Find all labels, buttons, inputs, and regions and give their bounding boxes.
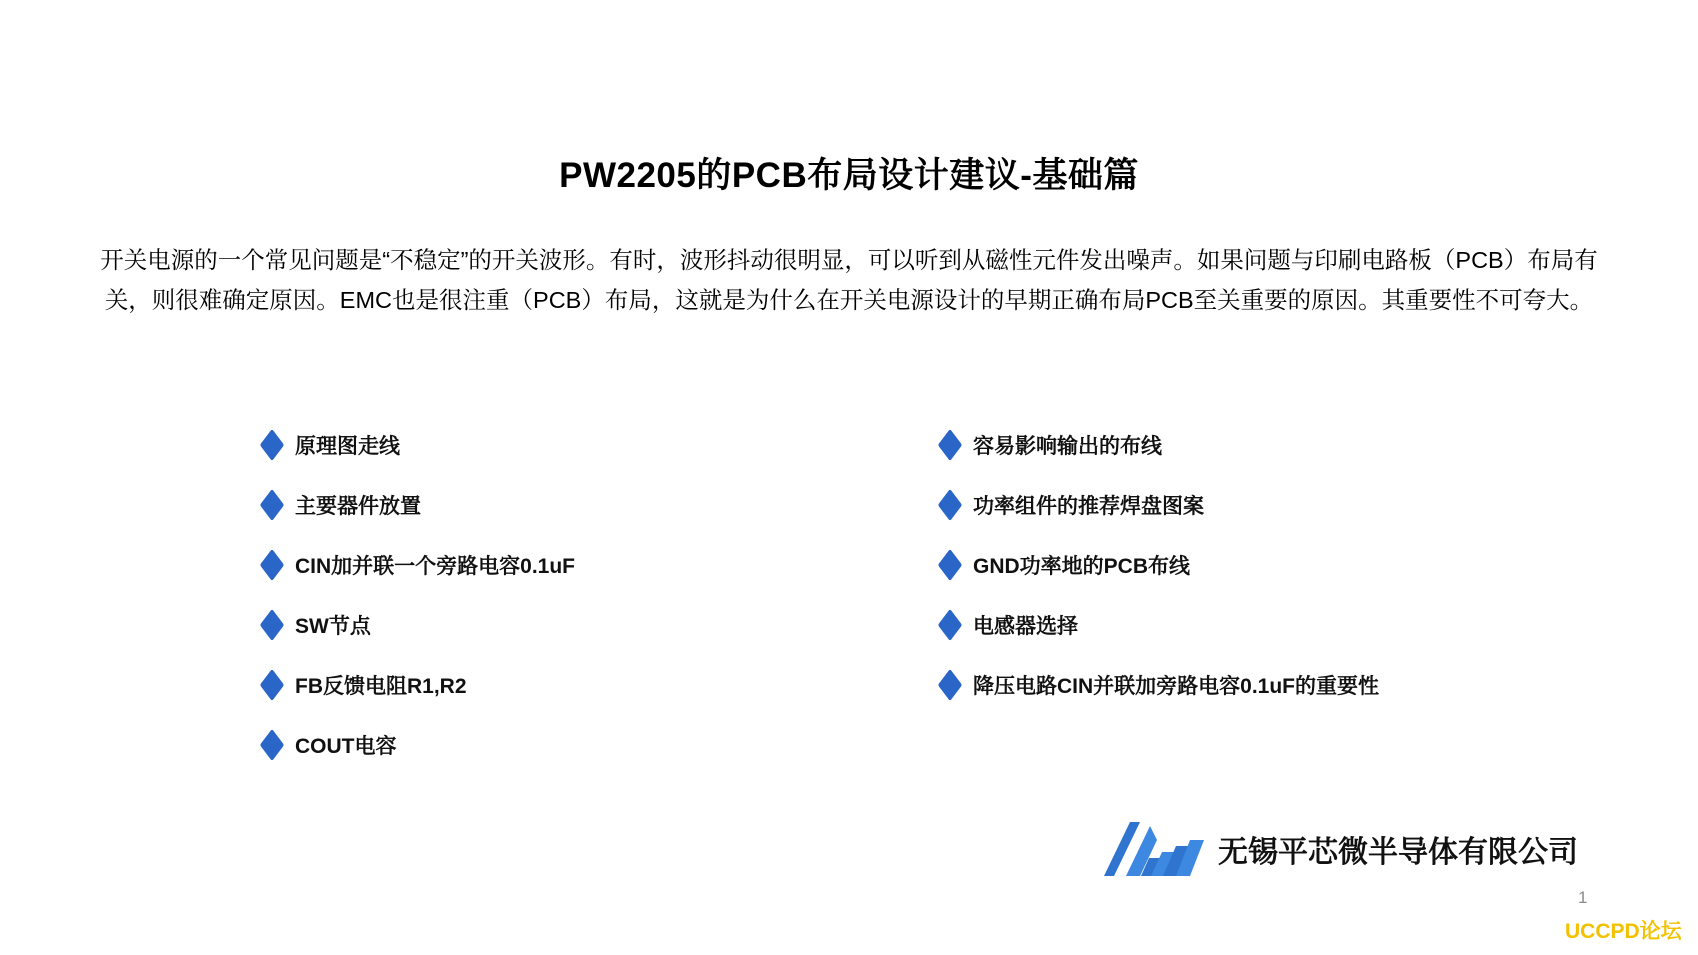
list-item[interactable] [262,715,882,775]
diamond-bullet-icon [938,609,962,641]
diamond-bullet-icon [938,429,962,461]
list-item-label: SW节点 [295,615,371,638]
list-item-label: 主要器件放置 [295,495,421,518]
list-item-label: 功率组件的推荐焊盘图案 [973,495,1204,518]
list-item-label: FB反馈电阻R1,R2 [295,675,467,698]
intro-paragraph: 开关电源的一个常见问题是“不稳定”的开关波形。有时，波形抖动很明显，可以听到从磁性元件发出噪声。如果问题与印刷电路板（PCB）布局有关，则很难确定原因。EMC也是很注重（PCB）布局，这就是为什么在开关电源设计的早期正确布局PCB至关重要的原因。其重要性不可夸大。 [100,247,1598,313]
diamond-bullet-icon [260,429,284,461]
company-name: 无锡平芯微半导体有限公司 [1218,836,1578,869]
watermark-text: UCCPD论坛 [1565,920,1682,943]
diamond-bullet-icon [938,489,962,521]
list-item[interactable] [262,415,882,475]
list-item[interactable] [940,655,1580,715]
bullet-columns [0,415,1698,758]
page-title: PW2205的PCB布局设计建议-基础篇 [559,156,1139,195]
list-item[interactable] [262,475,882,535]
list-item[interactable] [940,475,1580,535]
diamond-bullet-icon [938,549,962,581]
list-item-label: 降压电路CIN并联加旁路电容0.1uF的重要性 [973,675,1380,698]
bullet-column-left [262,415,882,775]
list-item[interactable] [262,535,882,595]
bullet-column-right [940,415,1580,715]
page-number: 1 [1578,888,1588,907]
list-item-label: 电感器选择 [973,615,1078,638]
diamond-bullet-icon [260,549,284,581]
list-item-label: GND功率地的PCB布线 [973,555,1191,578]
diamond-bullet-icon [260,609,284,641]
list-item[interactable] [940,535,1580,595]
list-item[interactable] [262,595,882,655]
diamond-bullet-icon [260,669,284,701]
company-logo-icon [1100,818,1204,880]
diamond-bullet-icon [260,489,284,521]
diamond-bullet-icon [260,729,284,761]
list-item[interactable] [940,595,1580,655]
list-item-label: 原理图走线 [295,435,400,458]
company-logo-block [1100,818,1578,880]
diamond-bullet-icon [938,669,962,701]
list-item[interactable] [262,655,882,715]
list-item-label: CIN加并联一个旁路电容0.1uF [295,555,576,578]
list-item[interactable] [940,415,1580,475]
list-item-label: COUT电容 [295,735,397,758]
list-item-label: 容易影响输出的布线 [973,435,1162,458]
